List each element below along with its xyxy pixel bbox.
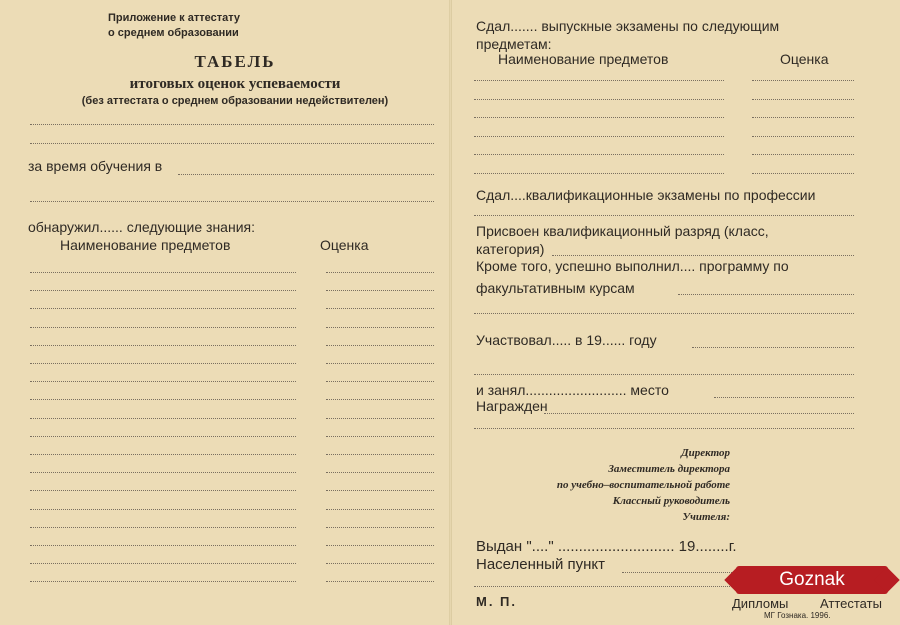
subject-blank-line <box>30 418 296 419</box>
grade-blank-line <box>326 381 434 382</box>
grade-blank-line <box>326 399 434 400</box>
grade-blank-line <box>326 363 434 364</box>
grade-blank-line <box>752 173 854 174</box>
subject-blank-line <box>30 272 296 273</box>
subject-blank-line <box>474 80 724 81</box>
grade-blank-line <box>326 472 434 473</box>
deputy-director-label: Заместитель директора <box>608 463 730 475</box>
goznak-badge: Goznak <box>736 566 888 594</box>
subject-blank-line <box>30 527 296 528</box>
grade-blank-line <box>326 418 434 419</box>
appendix-label-line2: о среднем образовании <box>108 27 239 39</box>
qualification-exams-label: Сдал....квалификационные экзамены по профессии <box>476 187 816 203</box>
validity-note: (без аттестата о среднем образовании недействителен) <box>81 95 389 107</box>
blank-line <box>692 347 854 348</box>
subject-blank-line <box>30 399 296 400</box>
subject-blank-line <box>474 136 724 137</box>
subject-blank-line <box>30 327 296 328</box>
knowledge-label: обнаружил...... следующие знания: <box>28 219 255 235</box>
subject-blank-line <box>30 509 296 510</box>
final-exams-line2: предметам: <box>476 36 552 52</box>
grade-blank-line <box>326 490 434 491</box>
stamp-place-label: М. П. <box>476 594 518 609</box>
awarded-label: Награжден <box>476 398 548 414</box>
subject-blank-line <box>30 345 296 346</box>
grade-column-header: Оценка <box>320 237 369 253</box>
subject-blank-line <box>30 363 296 364</box>
right-page <box>452 0 900 625</box>
page-subtitle: итоговых оценок успеваемости <box>129 76 341 92</box>
elective-courses-line1: Кроме того, успешно выполнил.... программу по <box>476 258 789 274</box>
footer-diplomas: Дипломы <box>732 596 789 611</box>
grade-blank-line <box>326 509 434 510</box>
subject-blank-line <box>30 545 296 546</box>
final-exams-line1: Сдал....... выпускные экзамены по следующим <box>476 18 780 34</box>
place-label: и занял.......................... место <box>476 382 669 398</box>
blank-line <box>552 255 854 256</box>
grade-blank-line <box>752 117 854 118</box>
subject-blank-line <box>30 290 296 291</box>
grade-blank-line <box>752 154 854 155</box>
grade-blank-line <box>752 99 854 100</box>
grade-blank-line <box>326 290 434 291</box>
subject-blank-line <box>474 117 724 118</box>
class-teacher-label: Классный руководитель <box>612 495 730 507</box>
blank-line <box>678 294 854 295</box>
subject-blank-line <box>30 454 296 455</box>
grade-blank-line <box>326 308 434 309</box>
blank-line <box>714 397 854 398</box>
subject-blank-line <box>30 490 296 491</box>
grade-blank-line <box>326 563 434 564</box>
appendix-label-line1: Приложение к аттестату <box>108 12 240 24</box>
rank-assigned-line1: Присвоен квалификационный разряд (класс, <box>476 223 769 239</box>
subject-blank-line <box>474 154 724 155</box>
subject-blank-line <box>474 173 724 174</box>
subject-blank-line <box>30 381 296 382</box>
issue-date-line: Выдан "...." ............................ 19........г. <box>476 538 737 555</box>
subject-blank-line <box>30 308 296 309</box>
blank-line <box>474 215 854 216</box>
printing-house-imprint: МГ Гознака. 1996. <box>764 611 831 620</box>
blank-line <box>30 143 434 144</box>
grade-blank-line <box>326 454 434 455</box>
blank-line <box>474 374 854 375</box>
locality-label: Населенный пункт <box>476 556 606 573</box>
blank-line <box>544 413 854 414</box>
blank-line <box>30 124 434 125</box>
participation-label: Участвовал..... в 19...... году <box>476 332 657 348</box>
blank-line <box>474 428 854 429</box>
grade-blank-line <box>326 545 434 546</box>
study-period-label: за время обучения в <box>28 158 163 174</box>
teachers-label: Учителя: <box>682 511 730 523</box>
subject-blank-line <box>30 436 296 437</box>
subjects-column-header: Наименование предметов <box>60 237 231 253</box>
grade-blank-line <box>326 327 434 328</box>
grade-blank-line <box>326 345 434 346</box>
elective-courses-line2: факультативным курсам <box>476 280 635 296</box>
director-label: Директор <box>681 447 730 459</box>
subject-blank-line <box>30 581 296 582</box>
page-title: ТАБЕЛЬ <box>194 52 276 71</box>
footer-certificates: Аттестаты <box>820 596 882 611</box>
blank-line <box>30 201 434 202</box>
subject-blank-line <box>474 99 724 100</box>
grade-blank-line <box>326 581 434 582</box>
grade-blank-line <box>326 436 434 437</box>
grade-blank-line <box>752 136 854 137</box>
blank-line <box>178 174 434 175</box>
grade-blank-line <box>326 527 434 528</box>
exam-grade-column-header: Оценка <box>780 51 829 67</box>
education-work-label: по учебно–воспитательной работе <box>556 479 730 491</box>
grade-blank-line <box>326 272 434 273</box>
rank-assigned-line2: категория) <box>476 241 545 257</box>
grade-blank-line <box>752 80 854 81</box>
blank-line <box>474 313 854 314</box>
subject-blank-line <box>30 563 296 564</box>
subject-blank-line <box>30 472 296 473</box>
blank-line <box>474 586 734 587</box>
exam-subjects-column-header: Наименование предметов <box>498 51 669 67</box>
